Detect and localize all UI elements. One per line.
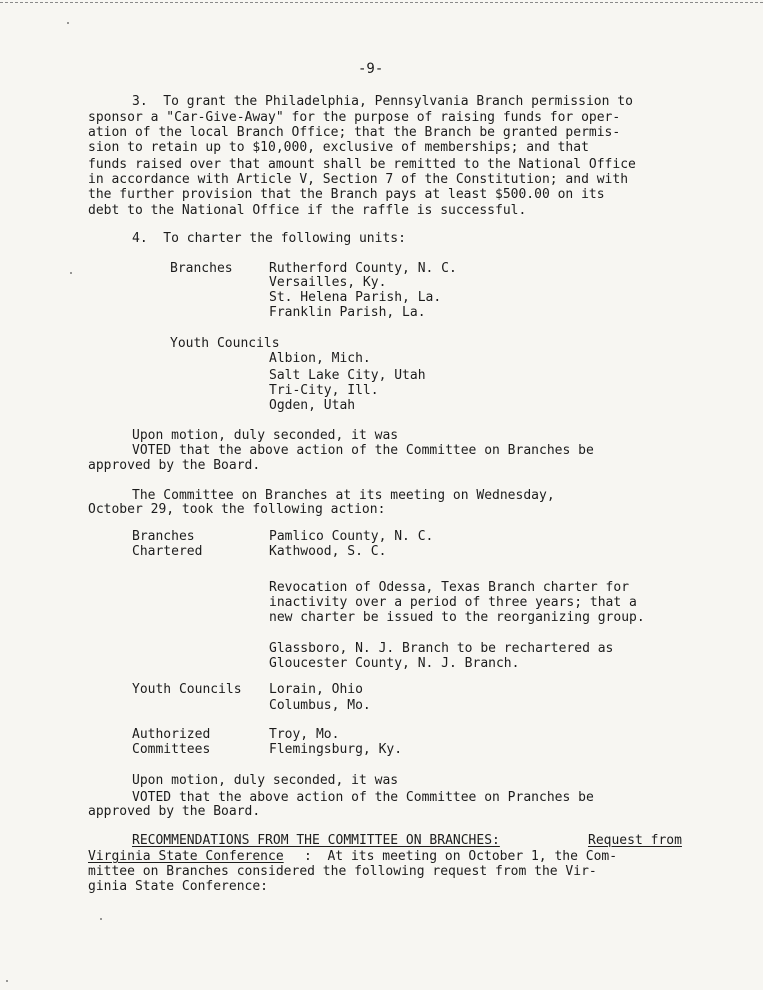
authorized-entry: Troy, Mo.	[269, 727, 340, 742]
youth-council-entry: Lorain, Ohio	[269, 682, 363, 697]
motion-line: approved by the Board.	[88, 804, 261, 819]
recharter-line: Gloucester County, N. J. Branch.	[269, 656, 520, 671]
motion-line: VOTED that the above action of the Committee on Branches be	[132, 443, 594, 458]
item3-line: debt to the National Office if the raffle is successful.	[88, 203, 527, 218]
youth-council-entry: Albion, Mich.	[269, 351, 371, 366]
revocation-line: Revocation of Odessa, Texas Branch charter for	[269, 580, 630, 595]
motion-line: VOTED that the above action of the Committee on Pranches be	[132, 790, 594, 805]
chartered-label: Chartered	[132, 544, 203, 559]
motion-line: Upon motion, duly seconded, it was	[132, 428, 399, 443]
recommendations-line: ginia State Conference:	[88, 879, 269, 894]
recommendations-line: : At its meeting on October 1, the Com-	[304, 849, 618, 864]
chartered-entry: Pamlico County, N. C.	[269, 529, 434, 544]
scan-speck	[70, 272, 72, 274]
branches-label: Branches	[170, 261, 233, 276]
authorized-label: Committees	[132, 742, 211, 757]
recommendations-line: mittee on Branches considered the following request from the Vir-	[88, 864, 597, 879]
chartered-entry: Kathwood, S. C.	[269, 544, 387, 559]
item4-intro: 4. To charter the following units:	[132, 231, 406, 246]
motion-line: Upon motion, duly seconded, it was	[132, 773, 399, 788]
scan-speck	[100, 918, 102, 920]
item3-line: 3. To grant the Philadelphia, Pennsylvania Branch permission to	[132, 94, 633, 109]
motion-line: approved by the Board.	[88, 458, 261, 473]
item3-line: sponsor a "Car-Give-Away" for the purpose of raising funds for oper-	[88, 110, 621, 125]
youth-councils-label: Youth Councils	[170, 336, 280, 351]
youth-council-entry: Tri-City, Ill.	[269, 383, 379, 398]
authorized-entry: Flemingsburg, Ky.	[269, 742, 403, 757]
item3-line: sion to retain up to $10,000, exclusive of memberships; and that	[88, 140, 589, 155]
youth-council-entry: Columbus, Mo.	[269, 698, 371, 713]
page-number: -9-	[358, 61, 384, 77]
youth-councils-label: Youth Councils	[132, 682, 242, 697]
top-edge-line	[0, 2, 763, 3]
request-heading: Virginia State Conference	[88, 849, 284, 864]
item3-line: funds raised over that amount shall be remitted to the National Office	[88, 157, 636, 172]
youth-council-entry: Ogden, Utah	[269, 398, 356, 413]
recharter-line: Glassboro, N. J. Branch to be rechartered as	[269, 641, 614, 656]
branch-entry: Rutherford County, N. C.	[269, 261, 457, 276]
meeting-line: The Committee on Branches at its meeting on Wednesday,	[132, 488, 555, 503]
request-heading: Request from	[588, 833, 682, 848]
item3-line: in accordance with Article V, Section 7 of the Constitution; and with	[88, 172, 629, 187]
authorized-label: Authorized	[132, 727, 211, 742]
item3-line: the further provision that the Branch pays at least $500.00 on its	[88, 187, 605, 202]
chartered-label: Branches	[132, 529, 195, 544]
branch-entry: Franklin Parish, La.	[269, 305, 426, 320]
revocation-line: new charter be issued to the reorganizing group.	[269, 610, 645, 625]
branch-entry: Versailles, Ky.	[269, 275, 387, 290]
meeting-line: October 29, took the following action:	[88, 502, 386, 517]
branch-entry: St. Helena Parish, La.	[269, 290, 442, 305]
scan-speck	[67, 22, 69, 24]
revocation-line: inactivity over a period of three years; that a	[269, 595, 637, 610]
item3-line: ation of the local Branch Office; that the Branch be granted permis-	[88, 125, 621, 140]
youth-council-entry: Salt Lake City, Utah	[269, 368, 426, 383]
recommendations-heading: RECOMMENDATIONS FROM THE COMMITTEE ON BRANCHES:	[132, 833, 500, 848]
scan-speck	[6, 980, 8, 982]
